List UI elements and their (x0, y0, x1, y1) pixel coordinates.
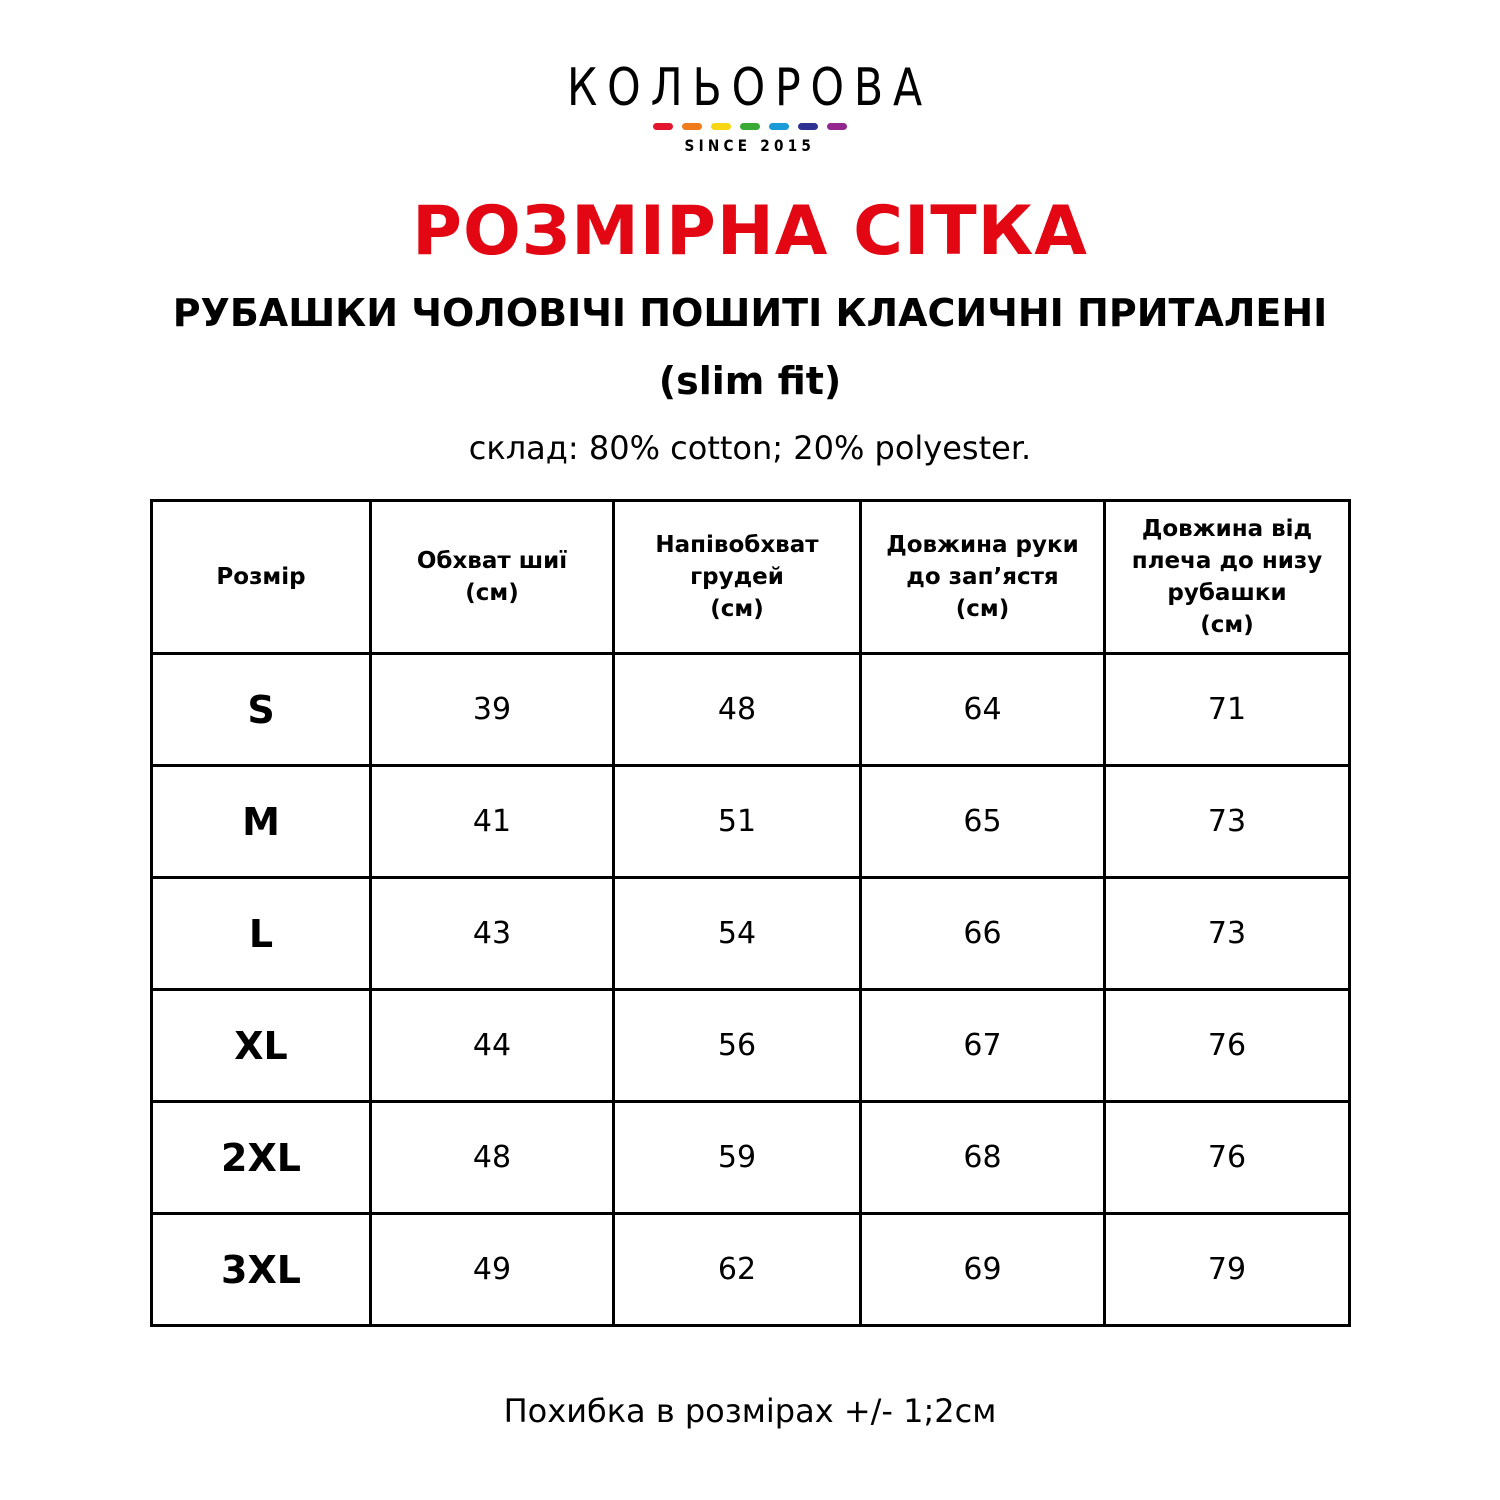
header-chest: Напівобхват грудей (см) (614, 501, 861, 654)
cell-size: L (152, 878, 371, 990)
cell-size: XL (152, 990, 371, 1102)
cell-chest: 48 (614, 654, 861, 766)
cell-neck: 43 (371, 878, 614, 990)
color-dot (711, 123, 731, 130)
cell-length: 71 (1105, 654, 1350, 766)
composition-text: склад: 80% cotton; 20% polyester. (468, 429, 1032, 467)
table-row (152, 878, 1350, 990)
cell-chest: 56 (614, 990, 861, 1102)
color-dot (827, 123, 847, 130)
cell-sleeve: 65 (861, 766, 1105, 878)
brand-name: КОЛЬОРОВА (567, 58, 933, 118)
color-dot (798, 123, 818, 130)
color-dot (682, 123, 702, 130)
cell-size: 2XL (152, 1102, 371, 1214)
color-dots (0, 123, 1500, 130)
cell-neck: 39 (371, 654, 614, 766)
cell-sleeve: 66 (861, 878, 1105, 990)
cell-neck: 49 (371, 1214, 614, 1326)
cell-size: S (152, 654, 371, 766)
cell-chest: 62 (614, 1214, 861, 1326)
cell-size: M (152, 766, 371, 878)
cell-neck: 41 (371, 766, 614, 878)
cell-length: 73 (1105, 766, 1350, 878)
cell-chest: 59 (614, 1102, 861, 1214)
cell-sleeve: 69 (861, 1214, 1105, 1326)
brand-logo (0, 58, 1500, 155)
cell-length: 76 (1105, 1102, 1350, 1214)
cell-size: 3XL (152, 1214, 371, 1326)
cell-sleeve: 68 (861, 1102, 1105, 1214)
brand-since: SINCE 2015 (684, 136, 816, 155)
header-length: Довжина від плеча до низу рубашки (см) (1105, 501, 1350, 654)
product-subtitle: РУБАШКИ ЧОЛОВІЧІ ПОШИТІ КЛАСИЧНІ ПРИТАЛЕНІ (172, 291, 1328, 335)
cell-length: 76 (1105, 990, 1350, 1102)
color-dot (769, 123, 789, 130)
cell-length: 79 (1105, 1214, 1350, 1326)
cell-length: 73 (1105, 878, 1350, 990)
color-dot (740, 123, 760, 130)
size-table (150, 499, 1351, 1327)
cell-chest: 51 (614, 766, 861, 878)
table-row (152, 1214, 1350, 1326)
cell-chest: 54 (614, 878, 861, 990)
header-sleeve: Довжина руки до зап’ястя (см) (861, 501, 1105, 654)
cell-sleeve: 64 (861, 654, 1105, 766)
cell-neck: 44 (371, 990, 614, 1102)
table-row (152, 654, 1350, 766)
cell-sleeve: 67 (861, 990, 1105, 1102)
color-dot (653, 123, 673, 130)
cell-neck: 48 (371, 1102, 614, 1214)
table-header-row (152, 501, 1350, 654)
table-row (152, 766, 1350, 878)
fit-label: (slim fit) (658, 359, 842, 403)
tolerance-note: Похибка в розмірах +/- 1;2см (503, 1392, 997, 1430)
table-row (152, 1102, 1350, 1214)
header-neck: Обхват шиї (см) (371, 501, 614, 654)
page-title: РОЗМІРНА СІТКА (412, 192, 1088, 271)
table-row (152, 990, 1350, 1102)
header-size: Розмір (152, 501, 371, 654)
